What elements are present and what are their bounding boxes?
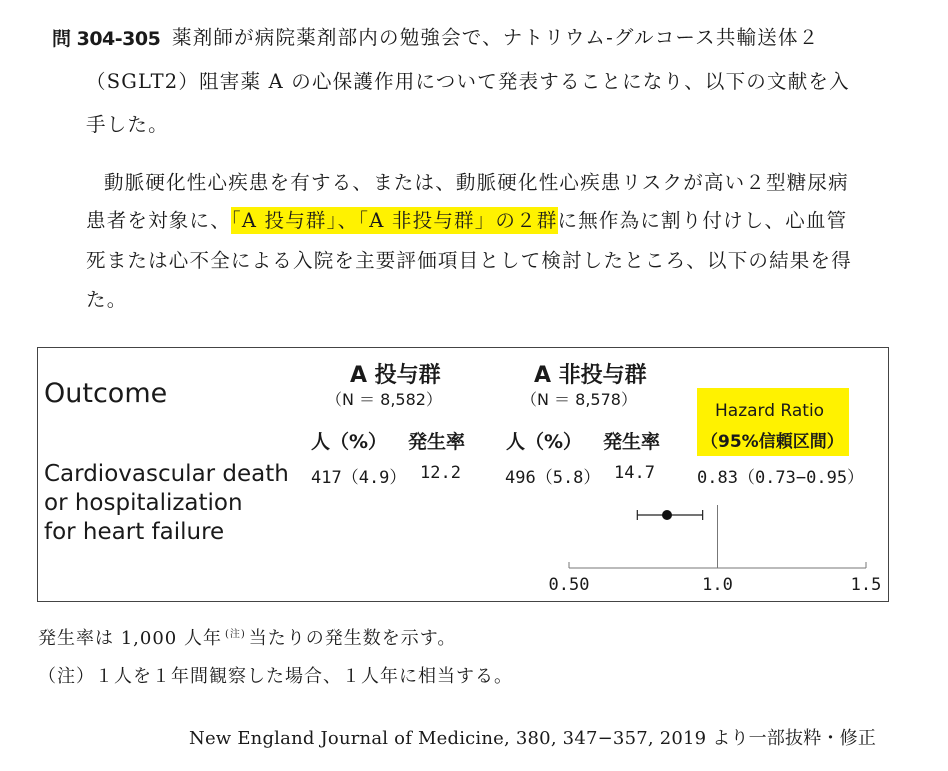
footnote-marker: (注) [224,629,246,640]
question-text-line-2: （SGLT2）阻害薬 A の心保護作用について発表することになり、以下の文献を入 [86,70,850,93]
question-text-line-1: 薬剤師が病院薬剤部内の勉強会で、ナトリウム-グルコース共輸送体２ [172,26,820,49]
outcome-header: Outcome [44,378,168,409]
outcome-label-1: Cardiovascular death [44,461,289,487]
study-text-before: 患者を対象に、 [86,209,231,232]
group-a-n: （N ＝ 8,582） [326,390,442,409]
footnote-text-after: 当たりの発生数を示す。 [248,628,457,649]
group-a-persons: 417（4.9） [311,468,407,488]
footnote-line-1 [38,624,456,650]
group-a-name: A 投与群 [350,363,441,388]
axis-tick-label-1-5: 1.5 [850,575,882,595]
axis-tick-label-1-0: 1.0 [702,575,733,595]
study-text-after: に無作為に割り付けし、心血管 [557,209,848,232]
group-b-persons: 496（5.8） [505,468,601,488]
hazard-ratio-header: Hazard Ratio [715,401,825,421]
study-text-line-4: た。 [86,288,128,311]
group-b-rate: 14.7 [614,463,655,483]
outcome-label-2: or hospitalization [44,490,243,516]
study-text-line-1: 動脈硬化性心疾患を有する、または、動脈硬化性心疾患リスクが高い２型糖尿病 [104,171,849,194]
group-b-n: （N ＝ 8,578） [521,390,637,409]
hazard-ratio-value: 0.83（0.73−0.95） [697,468,865,488]
hazard-ratio-point [662,510,672,520]
question-number: 問 304-305 [52,28,161,50]
group-b-name: A 非投与群 [534,363,647,388]
study-text-line-3: 死または心不全による入院を主要評価項目として検討したところ、以下の結果を得 [86,249,852,272]
group-a-rate: 12.2 [420,463,461,483]
hazard-ci-header: （95%信頼区間） [701,432,844,452]
group-b-rate-header: 発生率 [603,431,661,453]
group-highlight: 「A 投与群」、「A 非投与群」の２群 [230,209,558,232]
axis-tick-label-0-50: 0.50 [548,575,590,595]
question-text-line-3: 手した。 [86,113,169,136]
group-a-persons-header: 人（%） [311,431,388,453]
footnote-line-2: （注）１人を１年間観察した場合、１人年に相当する。 [38,666,513,687]
group-b-persons-header: 人（%） [506,431,583,453]
group-a-rate-header: 発生率 [408,431,466,453]
footnote-text-before: 発生率は 1,000 人年 [38,628,222,649]
outcome-label-3: for heart failure [44,519,225,545]
source-citation: New England Journal of Medicine, 380, 347−357, 2019 より一部抜粋・修正 [189,728,877,749]
